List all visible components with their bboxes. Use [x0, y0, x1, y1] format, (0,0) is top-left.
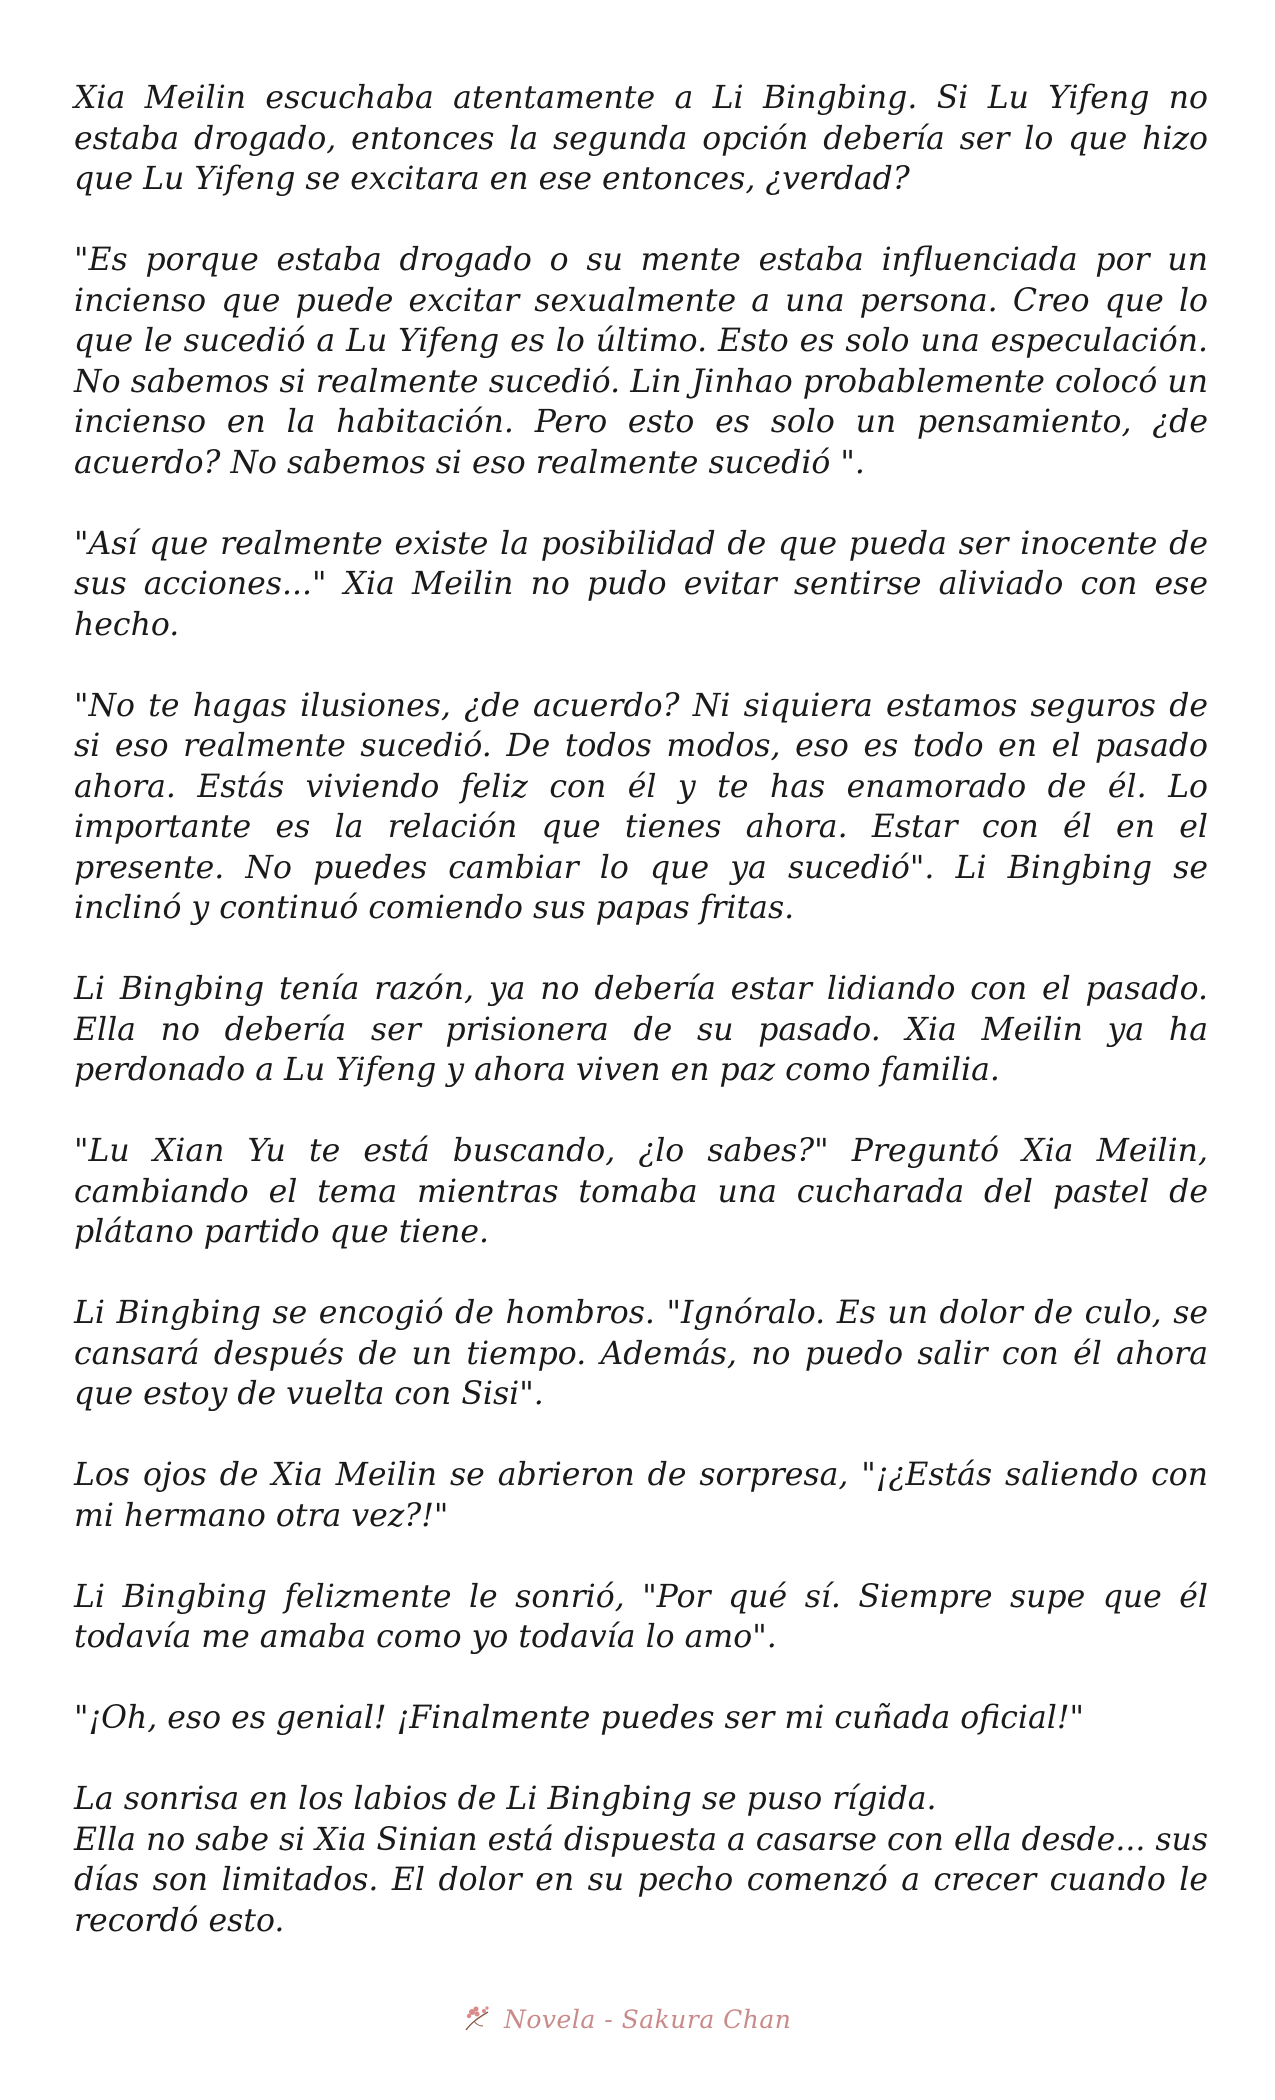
- paragraph-9: Li Bingbing felizmente le sonrió, "Por qué sí. Siempre supe que él todavía me amaba como yo todavía lo amo".: [74, 1578, 1208, 1655]
- watermark-text: Novela - Sakura Chan: [504, 2004, 792, 2034]
- paragraph-11: La sonrisa en los labios de Li Bingbing se puso rígida.: [74, 1781, 937, 1817]
- cherry-blossom-icon: [462, 2002, 496, 2036]
- paragraph-2: "Es porque estaba drogado o su mente estaba influenciada por un incienso que puede excitar sexualmente a una persona. Creo que lo que le sucedió a Lu Yifeng es lo último. Esto es solo una especulación. No sabemos si realmente sucedió. Lin Jinhao probablemente colocó un incienso en la habitación. Pero esto es solo un pensamiento, ¿de acuerdo? No sabemos si eso realmente sucedió ".: [74, 242, 1208, 481]
- chapter-text: [74, 78, 1208, 1982]
- paragraph-12: Ella no sabe si Xia Sinian está dispuesta a casarse con ella desde... sus días son limitados. El dolor en su pecho comenzó a crecer cuando le recordó esto.: [74, 1821, 1208, 1939]
- paragraph-7: Li Bingbing se encogió de hombros. "Ignóralo. Es un dolor de culo, se cansará después de un tiempo. Además, no puedo salir con él ahora que estoy de vuelta con Sisi".: [74, 1295, 1208, 1412]
- paragraph-10: "¡Oh, eso es genial! ¡Finalmente puedes ser mi cuñada oficial!": [74, 1700, 1084, 1736]
- paragraph-6: "Lu Xian Yu te está buscando, ¿lo sabes?" Preguntó Xia Meilin, cambiando el tema mientras tomaba una cucharada del pastel de plátano partido que tiene.: [74, 1133, 1208, 1250]
- paragraph-8: Los ojos de Xia Meilin se abrieron de sorpresa, "¡¿Estás saliendo con mi hermano otra vez?!": [74, 1457, 1208, 1534]
- paragraph-4: "No te hagas ilusiones, ¿de acuerdo? Ni siquiera estamos seguros de si eso realmente sucedió. De todos modos, eso es todo en el pasado ahora. Estás viviendo feliz con él y te has enamorado de él. Lo importante es la relación que tienes ahora. Estar con él en el presente. No puedes cambiar lo que ya sucedió". Li Bingbing se inclinó y continuó comiendo sus papas fritas.: [74, 687, 1208, 926]
- paragraph-3: "Así que realmente existe la posibilidad de que pueda ser inocente de sus acciones..." Xia Meilin no pudo evitar sentirse aliviado con ese hecho.: [74, 525, 1208, 643]
- paragraph-1: Xia Meilin escuchaba atentamente a Li Bingbing. Si Lu Yifeng no estaba drogado, entonces la segunda opción debería ser lo que hizo que Lu Yifeng se excitara en ese entonces, ¿verdad?: [74, 80, 1208, 197]
- paragraph-5: Li Bingbing tenía razón, ya no debería estar lidiando con el pasado. Ella no debería ser prisionera de su pasado. Xia Meilin ya ha perdonado a Lu Yifeng y ahora viven en paz como familia.: [74, 971, 1208, 1088]
- watermark: [462, 1997, 791, 2041]
